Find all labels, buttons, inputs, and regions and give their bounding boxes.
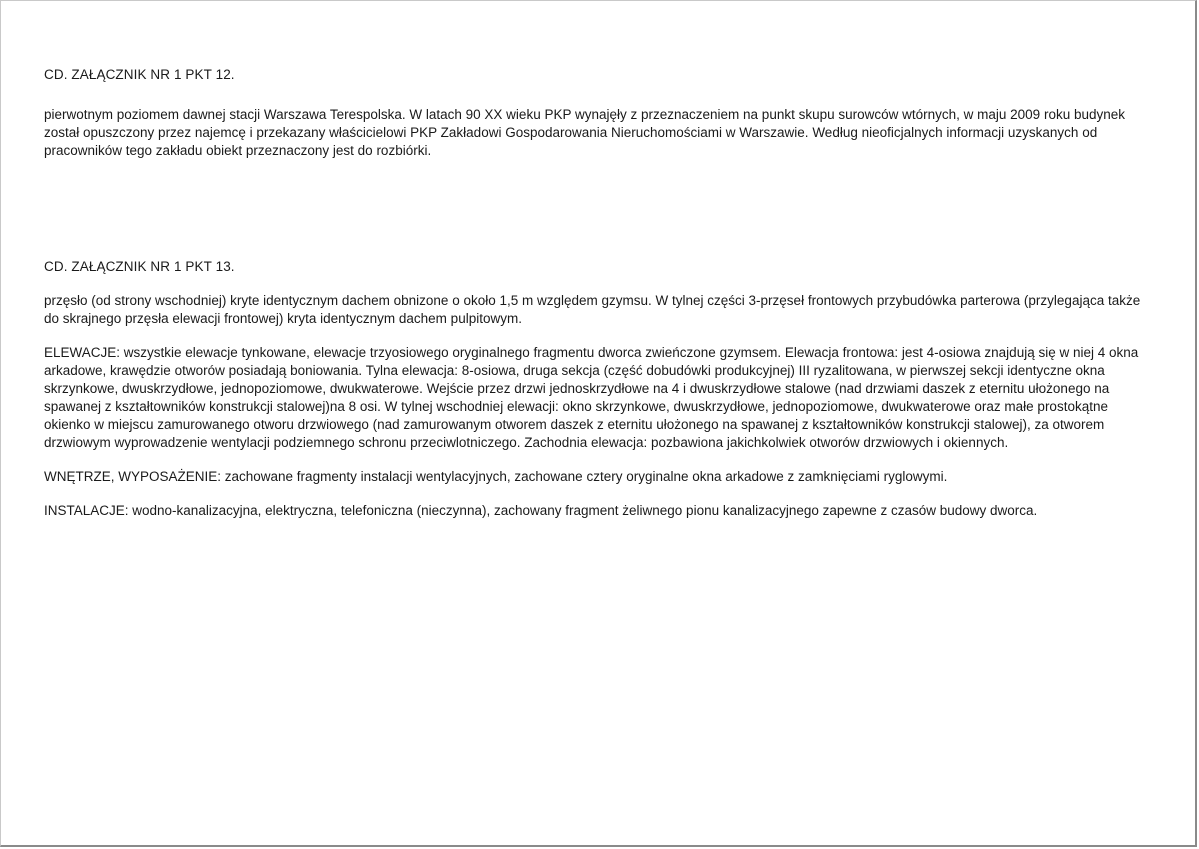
- section-heading: CD. ZAŁĄCZNIK NR 1 PKT 13.: [44, 259, 235, 274]
- paragraph: pierwotnym poziomem dawnej stacji Warszawa Terespolska. W latach 90 XX wieku PKP wynajęły z przeznaczeniem na punkt skupu surowców wtórnych, w maju 2009 roku budynek został opuszczony przez najemcę i przekazany właścicielowi PKP Zakładowi Gospodarowania Nieruchomościami w Warszawie. Według nieoficjalnych informacji uzyskanych od pracowników tego zakładu obiekt przeznaczony jest do rozbiórki.: [44, 107, 1125, 158]
- document-body: [44, 67, 1154, 518]
- section-pkt-12: [44, 67, 1154, 160]
- paragraph-wnetrze: WNĘTRZE, WYPOSAŻENIE: zachowane fragmenty instalacji wentylacyjnych, zachowane cztery oryginalne okna arkadowe z zamknięciami ryglowymi.: [44, 469, 948, 484]
- paragraph-elewacje: ELEWACJE: wszystkie elewacje tynkowane, elewacje trzyosiowego oryginalnego fragmentu dworca zwieńczone gzymsem. Elewacja frontowa: jest 4-osiowa znajdują się w niej 4 okna arkadowe, krawędzie otworów posiadają boniowania. Tylna elewacja: 8-osiowa, druga sekcja (część dobudówki produkcyjnej) III ryzalitowana, w pierwszej sekcji identyczne okna skrzynkowe, dwuskrzydłowe, jednopoziomowe, dwukwaterowe. Wejście przez drzwi jednoskrzydłowe na 4 i dwuskrzydłowe stalowe (nad drzwiami daszek z eternitu ułożonego na spawanej z kształtowników konstrukcji stalowej)na 8 osi. W tylnej wschodniej elewacji: okno skrzynkowe, dwuskrzydłowe, jednopoziomowe, dwukwaterowe oraz małe prostokątne okienko w miejscu zamurowanego otworu drzwiowego (nad zamurowanym otworem daszek z eternitu ułożonego na spawanej z kształtowników konstrukcji stalowej), za otworem drzwiowym wyprowadzenie wentylacji podziemnego schronu przeciwlotniczego. Zachodnia elewacja: pozbawiona jakichkolwiek otworów drzwiowych i okiennych.: [44, 345, 1139, 450]
- section-pkt-13: [44, 259, 1154, 536]
- section-heading: CD. ZAŁĄCZNIK NR 1 PKT 12.: [44, 67, 235, 82]
- paragraph-instalacje: INSTALACJE: wodno-kanalizacyjna, elektryczna, telefoniczna (nieczynna), zachowany fragment żeliwnego pionu kanalizacyjnego zapewne z czasów budowy dworca.: [44, 503, 1038, 518]
- paragraph: przęsło (od strony wschodniej) kryte identycznym dachem obnizone o około 1,5 m względem gzymsu. W tylnej części 3-przęseł frontowych przybudówka parterowa (przylegająca także do skrajnego przęsła elewacji frontowej) kryta identycznym dachem pulpitowym.: [44, 293, 1141, 326]
